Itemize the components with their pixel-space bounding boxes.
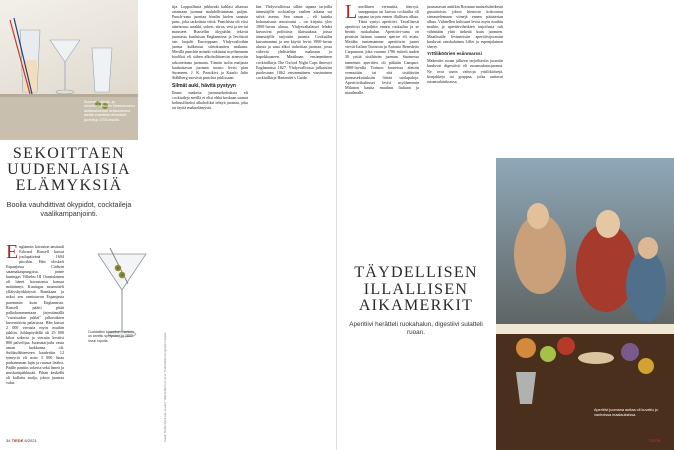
magazine-name: TIEDE <box>11 438 24 443</box>
section-subhead: Yrttiliköörien esiinmarssi <box>427 51 482 57</box>
paragraph: Punch-sana juontaa hindin kielen sanasta panc, joka tarkoittaa viittä. Punchissa oli viisi ainesosaa: arrakki, sokeri, sitrus, vesi ja tee tai mausteet. <box>172 14 248 35</box>
article-subtitle: Boolia vauhdittivat ökypidot, cocktaileja vaalikampanjointi. <box>6 200 132 218</box>
feast-painting <box>496 158 674 450</box>
page-number: 34 <box>6 438 11 443</box>
article-title <box>0 146 138 194</box>
drop-cap: E <box>6 244 19 263</box>
paragraph: Tämän isolta maljasta kauhottavan juoman suosio levisi pian Suomeen. J. K. Paasikivi ja Kaarlo Juho Ståhlberg suosivat punchia juhlissaan. <box>172 59 248 80</box>
left-page-footer <box>6 438 37 443</box>
text-column-4 <box>345 4 419 200</box>
drop-cap: L <box>345 4 358 23</box>
paragraph: kin. Yhdysvalloissa silkin tapana tarjoilla äänestäjille cocktaileja vaalien aikana sai selvä asema. <box>256 4 332 20</box>
right-page-footer <box>635 438 666 443</box>
paragraph: Cocktailin kutsumanimi ja sen käyttö levisi 1900-luvun alussa ja sana alkoi tarkoittaa juomaa, jossa väkeviä yhdisteltiin makeaan ja hapokkaaseen. <box>256 34 332 60</box>
article-subtitle: Aperitiivi herätteli ruokahalun, digestiivi sulatteli ruoan. <box>349 320 483 336</box>
title-line: UUDENLAISIA <box>7 161 131 178</box>
text-column-1 <box>6 244 64 432</box>
text-column-5 <box>427 4 503 154</box>
text-column-2 <box>172 4 248 432</box>
paragraph: Maailman ensimmäinen cocktailkirja The Oxford Night Caps ilmestyi Englannissa 1827. Yhdysvalloissa julkaistiin puolestaan 1862 ensimmäinen varsinainen cocktailkirja Bartender's Guide. <box>256 54 332 80</box>
painting-caption: Aperitiivi juomana auttaa oli kuvattu jo vanhoissa maalauksissa. <box>594 408 658 417</box>
magazine-name: TIEDE <box>648 438 661 443</box>
title-line: TÄYDELLISEN <box>354 264 478 281</box>
issue-number: 6/2021 <box>24 438 37 443</box>
title-line: ELÄMYKSIÄ <box>15 177 123 194</box>
issue-number: 6/2021 <box>635 438 648 443</box>
paragraph: Ilman makeita juomasekoituksia eli cocktaileja meillä ei olisi ehkä koskaan saanut kohtuulliseksi alkoholiksi tehtyä juomaa, joka on täyttä makuelämystä. <box>172 90 248 111</box>
article-title-block <box>0 146 138 218</box>
photo-credit-text: Kuvat: Shutterstock (oik. ja vas.), Wikimedia Commons, Yhdysvaltain kongressin kirjasto <box>163 332 167 442</box>
paragraph: Russellin ökyjuhlat tekivät juomasta kuuluisan Englannissa ja levittivät sen laajalti Eurooppaan. Yhdysvaltoihin juoma kulkeutui siirtokuntien mukana. <box>172 29 248 50</box>
article-title <box>341 265 491 315</box>
photo-caption: Suomen kahvila- ja ravintolakulttuurin hienostuneen asiakaskunnan keskuudessa alettiin maistella virkistäviä juomia jo 1700-luvulla. <box>84 100 135 122</box>
body-text: nglannin laivaston amiraali Edward Russell kutsui joulupäivänä 1694 pitoihin. Hän oleskeli Espanjassa Cádizin satamakaupungissa, jonne kuningas Vilhelm III Oranialainen oli hänet laivastonsa kanssa määrännyt. Kuningas suunnitteli yllätyshyökkäystä Ranskaan ja uskoi sen onnistuvan Espanjasta paremmin kuin Englannista. Russell päätti pitää palkokommentaan järjestämällä "vuosisadan juhlat" jalkaväkien kuvernöörin palatsissa. Hän kutsui 2 000 vierasta myös muihin juhliin. Juhlapöydällä oli 25 000 kiloa sokeria ja vieraita kestitsi 800 palvelijaa. Juomatarjoilu vasta oman luokkansa oli. Suihkulähteeseen kaadettiin 12 tynnyriä eli noin 3 000 litraa parhaimman lajin ja ruusua lisäksi. Päälle pantiin sokeria sekä limeä ja muskottipähkinää. Pihan keskellä oli kullattu malja, johon juomaa valui. <box>6 244 64 386</box>
paragraph: tija. Loppuillasta juhlavaki kahlasi altaassa ottamaan juomaa mahdollisimman paljon. <box>172 4 248 15</box>
title-line: SEKOITTAEN <box>12 145 126 162</box>
painting-illustration <box>496 158 674 450</box>
title-line: ILLALLISEN <box>363 280 469 298</box>
right-page <box>337 0 674 450</box>
photo-credit <box>163 292 168 442</box>
title-line: AIKAMERKIT <box>358 297 474 314</box>
page-number: 35 <box>661 438 666 443</box>
article-title-block <box>341 265 491 337</box>
martini-caption: Cocktailien klassikon martinin on arveltu syntyneen jo 1800-luvun lopulla. <box>88 330 134 343</box>
paragraph: Sen sanan – eli kuinka kokonaisuus muotoutui – on kirjattu ylös 1800-luvun alussa. Yhdysvaltalaiset lehdet kuvasivat poliittisia tilaisuuksia, joissa äänestäjille tarjottiin juomia. <box>256 14 332 40</box>
text-column-3 <box>256 4 332 432</box>
body-text: aseillinen vermuttia, sherryä, samppanjaa tai kuivaa cocktailia oli tapana tarjota ennen illallisen alkua. Tästä syntyi aperitiivi. Tavallisesti aperitiivi tarjoiltiin ennen ruokailua ja se herätti ruokahalun. Aperitiivi-sana on peräisin latinan sanasta aperire eli avata. Meidän tuntemamme aperitiivin juuret vievät Italian Torinoon ja Antonio Benedetto Carpanoon, joka vuonna 1786 esitteli uuden 30 yrttiä sisältävän juoman. Suomessa tunnetuin aperitiivi oli pitkään Campari. 1800-luvulla Torinon baareissa alettiin vermuttiin tai sitä sisältäviin juomasekoituksiin liittää suolapaloja. Aperitiivikulttuuri levisi myöhemmin Milanon kautta muuhun Italiaan ja maailmalle. <box>345 4 419 95</box>
cocktail-glasses-photo <box>0 0 138 140</box>
paragraph: Merillä punchin mineki vakiintui myöhemmin booliksi eli siihen alkoholittomiin ainesosiin sekoitettuna juomana. <box>172 49 248 65</box>
paragraph: Maailmalle levinneisiin aperitiivijuomiin kuuluvat ranskalainen Lillet ja espanjalainen sherry. <box>427 34 503 50</box>
section-subhead: Silmät auki, hävitä pystyyn <box>172 82 236 89</box>
paragraph: Makeisiin ruoan jälkeen tarjoiltaviin juomiin kuuluvat digestiivit eli ruoansulatusjuomat. Ne ovat usein vahvoja yrttiliköörejä, konjakkeja tai grappaa, jotka auttavat ruoansulatuksessa. <box>427 58 503 84</box>
paragraph: Vähitellen kulttuuri levisi myös muihin maihin ja aperitiivihetkien tarjoilusta tuli vähintään yhtä tärkeää kuin juomien. <box>427 19 503 35</box>
paragraph: juomatavan antiikin Rooman maisteluhetkestä gustatioista, johon hienosto kokoontui sienastelemaan viinejä ennen pääaterian alkua. <box>427 4 503 25</box>
